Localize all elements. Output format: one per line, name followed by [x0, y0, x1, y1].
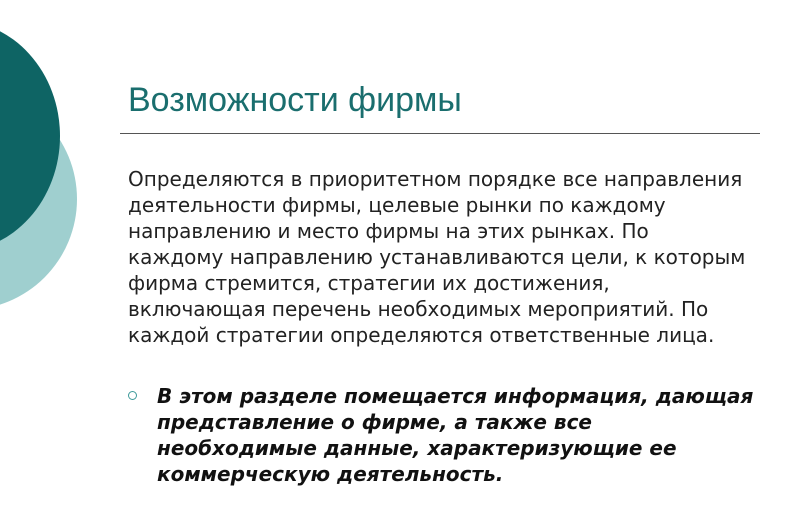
title-divider: [120, 133, 760, 134]
slide-title: Возможности фирмы: [128, 81, 462, 119]
bullet-text: В этом разделе помещается информация, дающая представление о фирме, а также все необходимые данные, характеризующие ее коммерческую деятельность.: [157, 384, 754, 486]
bullet-list-item: [128, 383, 758, 487]
hollow-circle-bullet-icon: [128, 391, 137, 400]
body-paragraph: Определяются в приоритетном порядке все направления деятельности фирмы, целевые рынки по каждому направлению и место фирмы на этих рынках. По каждому направлению устанавливаются цели, к которым фирма стремится, стратегии их достижения, включающая перечень необходимых мероприятий. По каждой стратегии определяются ответственные лица.: [128, 167, 746, 347]
